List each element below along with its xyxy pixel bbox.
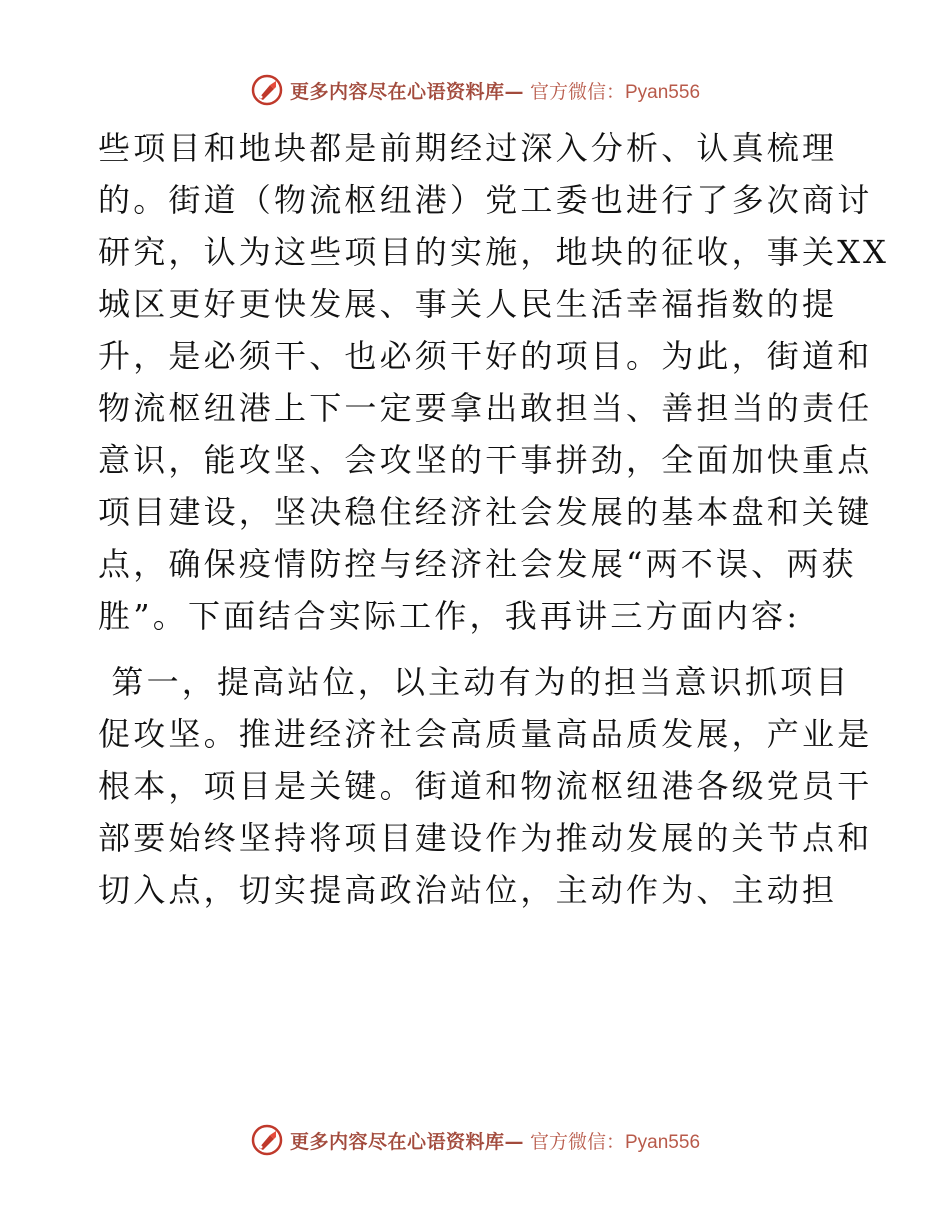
text-line: 意识，能攻坚、会攻坚的干事拼劲，全面加快重点: [98, 441, 873, 479]
paragraph-spacer: [98, 642, 878, 656]
text-line: 研究，认为这些项目的实施，地块的征收，事关XX: [98, 233, 890, 271]
header-watermark: [0, 72, 950, 108]
text-line: 升，是必须干、也必须干好的项目。为此，街道和: [98, 337, 873, 375]
text-line: 根本，项目是关键。街道和物流枢纽港各级党员干: [98, 767, 873, 805]
watermark-text: 更多内容尽在心语资料库—: [289, 80, 524, 103]
watermark-contact: 官方微信：Pyan556: [530, 81, 701, 103]
text-line: 物流枢纽港上下一定要拿出敢担当、善担当的责任: [98, 389, 873, 427]
text-line: 第一，提高站位，以主动有为的担当意识抓项目: [98, 663, 851, 701]
footer-watermark: [0, 1122, 950, 1158]
text-line: 部要始终坚持将项目建设作为推动发展的关节点和: [98, 819, 873, 857]
text-line: 城区更好更快发展、事关人民生活幸福指数的提: [98, 285, 838, 323]
document-body: [98, 122, 890, 916]
text-line: 的。街道（物流枢纽港）党工委也进行了多次商讨: [98, 181, 873, 219]
pen-nib-logo-icon: [250, 1123, 284, 1157]
text-line: 些项目和地块都是前期经过深入分析、认真梳理: [98, 129, 838, 167]
watermark-text: 更多内容尽在心语资料库—: [289, 1130, 524, 1153]
paragraph-2: [98, 656, 878, 916]
paragraph-1: [98, 122, 890, 642]
text-line: 点，确保疫情防控与经济社会发展“两不误、两获: [98, 545, 857, 583]
watermark-contact: 官方微信：Pyan556: [530, 1131, 701, 1153]
text-line: 项目建设，坚决稳住经济社会发展的基本盘和关键: [98, 493, 873, 531]
pen-nib-logo-icon: [250, 73, 284, 107]
text-line: 胜”。下面结合实际工作，我再讲三方面内容:: [98, 597, 801, 635]
text-line: 促攻坚。推进经济社会高质量高品质发展，产业是: [98, 715, 873, 753]
text-line: 切入点，切实提高政治站位，主动作为、主动担: [98, 871, 838, 909]
